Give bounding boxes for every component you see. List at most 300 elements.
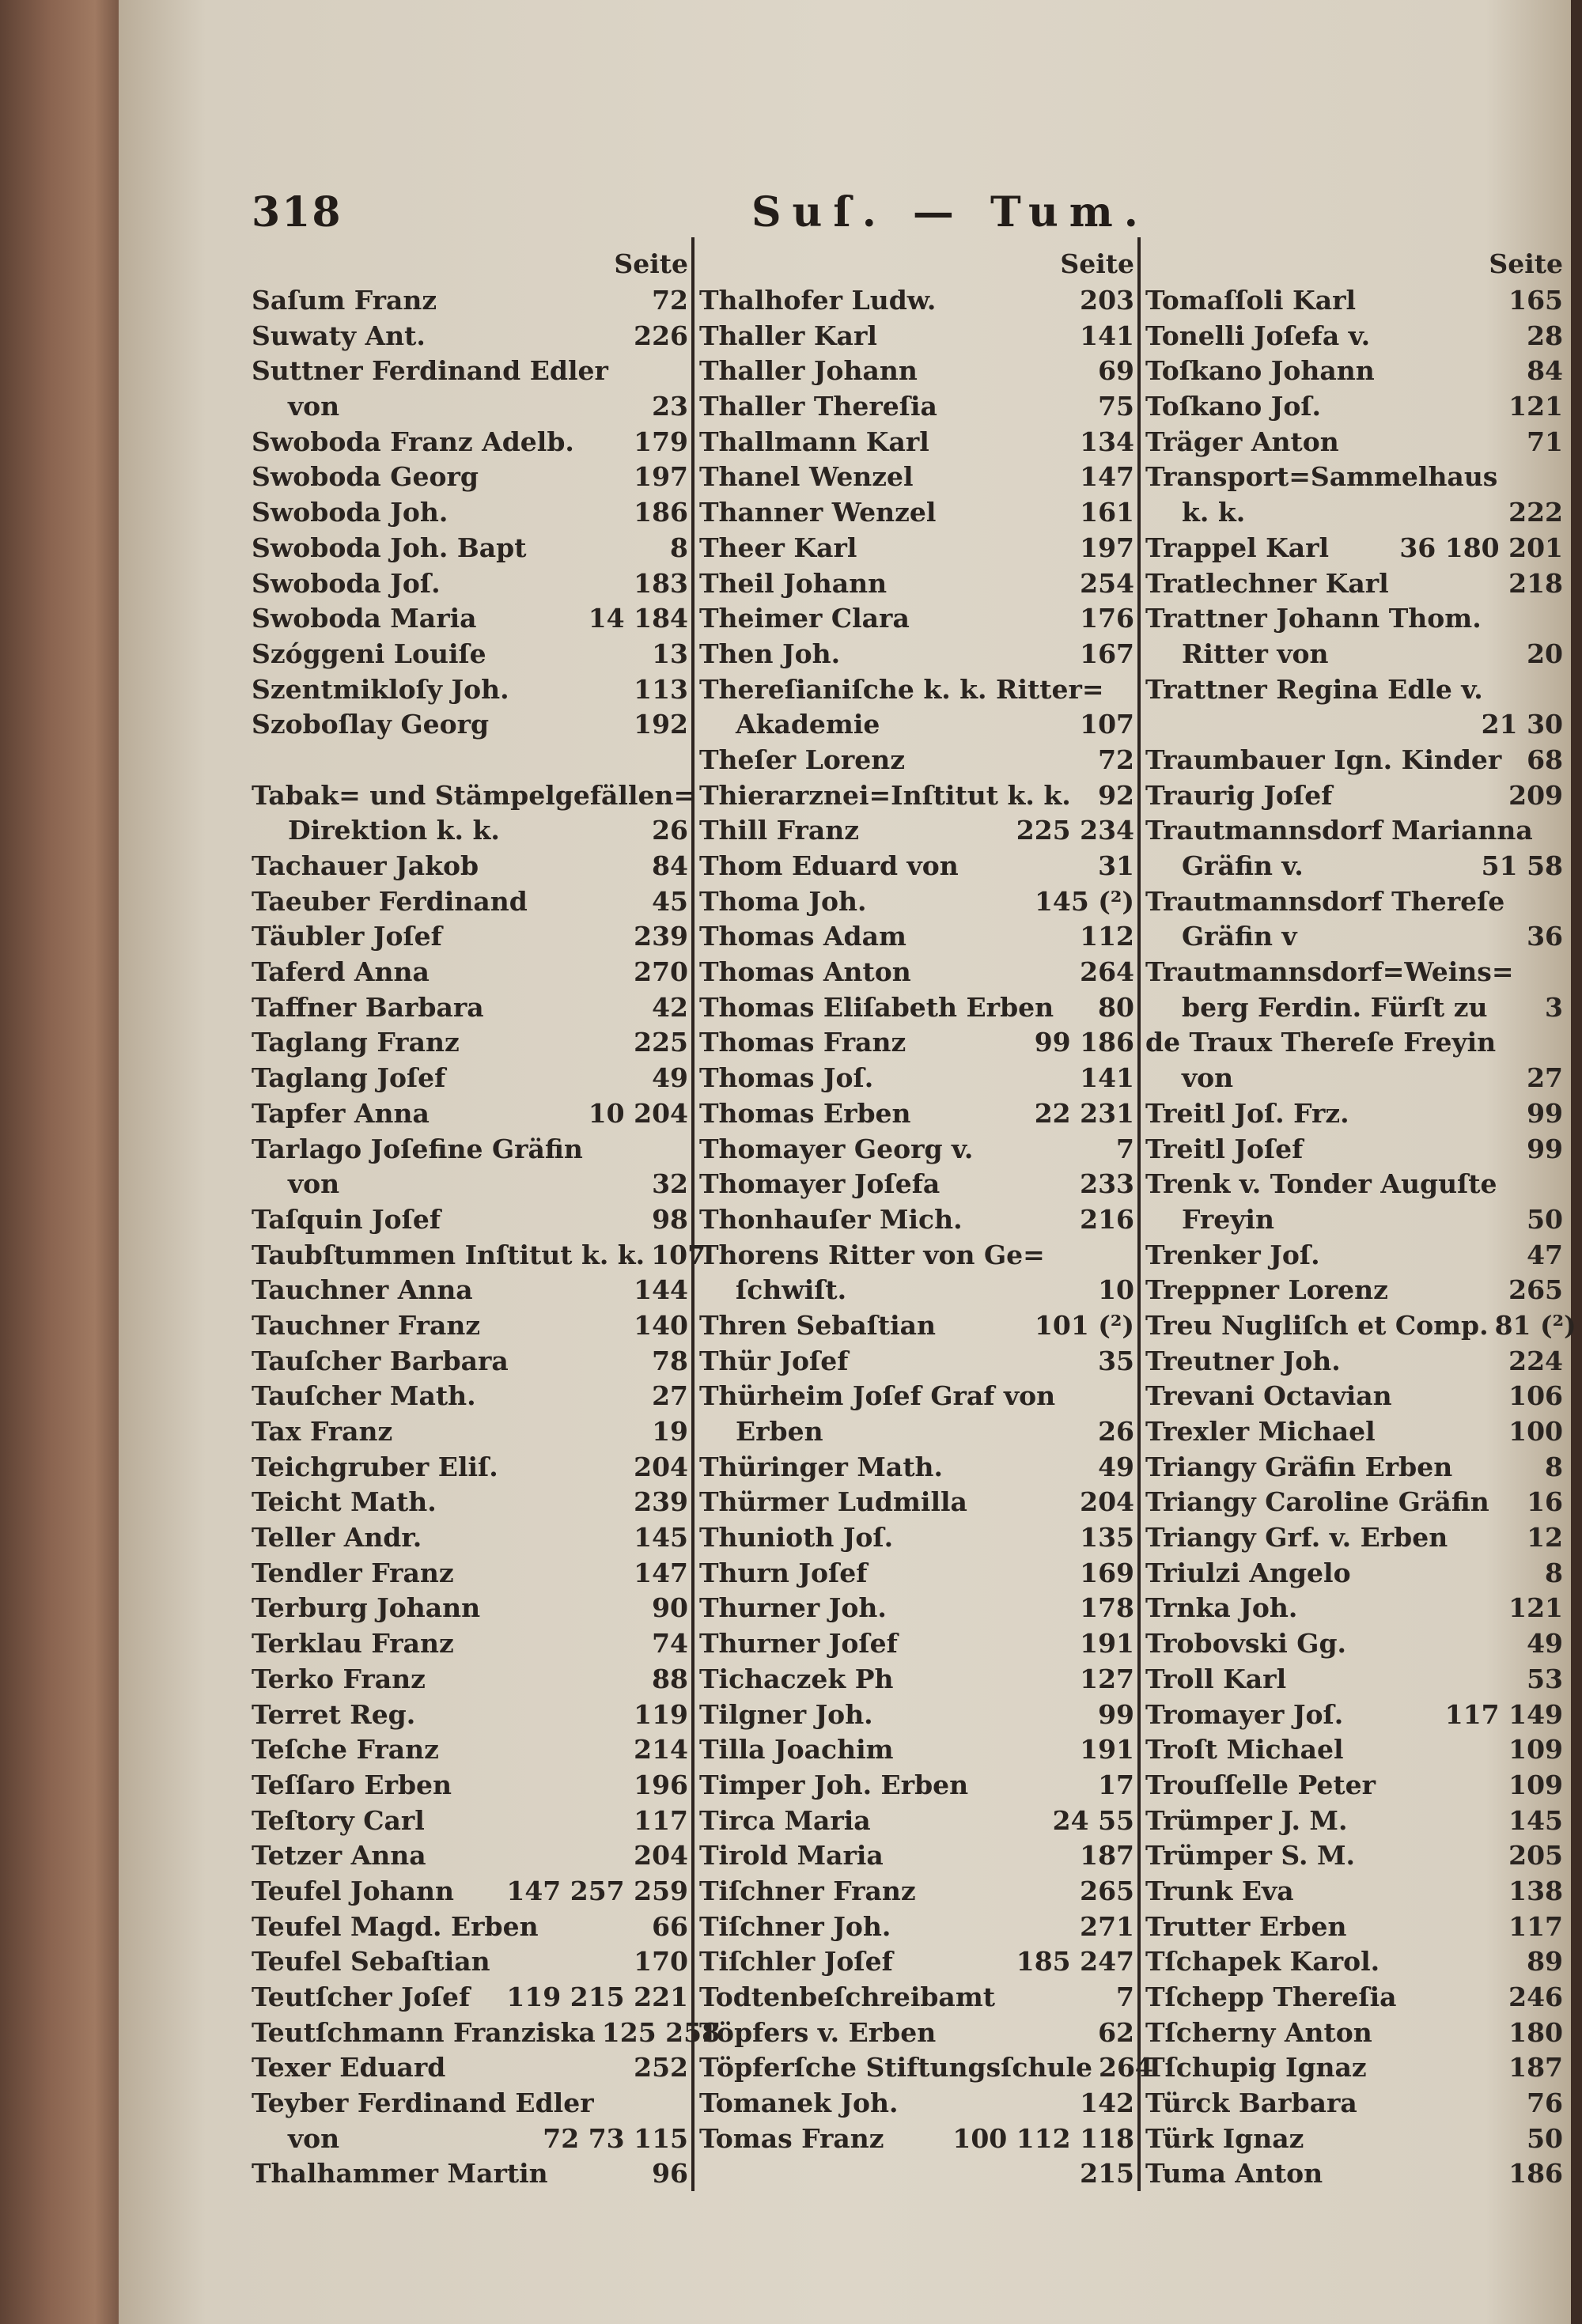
- page-references: 109: [1508, 1734, 1563, 1766]
- page-references: 26: [652, 815, 688, 846]
- index-entry: [1145, 2156, 1563, 2192]
- index-entry: [1145, 283, 1563, 319]
- page-references: 246: [1508, 1981, 1563, 2012]
- page-references: 78: [652, 1345, 688, 1376]
- page-references: 127: [1080, 1663, 1134, 1694]
- index-entry: [252, 319, 688, 354]
- page-references: 196: [634, 1769, 688, 1800]
- page-references: 36: [1527, 921, 1563, 952]
- page-references: 264: [1098, 2052, 1153, 2084]
- index-entry: [699, 283, 1134, 319]
- entry-name: Thurner Joſef: [699, 1628, 898, 1660]
- entry-name: Trobovski Gg.: [1145, 1628, 1347, 1660]
- index-entry: [252, 1132, 688, 1168]
- index-entry: [1145, 884, 1563, 920]
- index-entry: [1145, 1980, 1563, 2016]
- page-references: 66: [652, 1910, 688, 1942]
- page-references: 204: [634, 1840, 688, 1872]
- index-entry-continuation: [1145, 990, 1563, 1026]
- page-references: 167: [1080, 638, 1134, 669]
- entry-name: Türk Ignaz: [1145, 2122, 1304, 2154]
- index-entry: [252, 601, 688, 637]
- index-entry-continuation: [1145, 849, 1563, 884]
- page-references: [1557, 460, 1563, 495]
- page-references: 271: [1080, 1910, 1134, 1942]
- page-references: 121: [1508, 1592, 1563, 1624]
- index-entry: [699, 1132, 1134, 1168]
- page-references: 270: [634, 956, 688, 988]
- entry-name: Swoboda Georg: [252, 461, 479, 493]
- entry-name: berg Ferdin. Fürſt zu: [1182, 991, 1488, 1023]
- page-references: 98: [652, 1203, 688, 1235]
- entry-name: Freyin: [1182, 1203, 1274, 1235]
- page-references: 106: [1508, 1380, 1563, 1412]
- page-edge: [1571, 0, 1582, 2324]
- index-entry: [252, 1944, 688, 1980]
- entry-name: Timper Joh. Erben: [699, 1769, 969, 1800]
- index-entry: [252, 1273, 688, 1308]
- entry-name: Thomas Adam: [699, 921, 906, 952]
- index-entry: [699, 1980, 1134, 2016]
- entry-name: Trevani Octavian: [1145, 1380, 1392, 1412]
- entry-name: Thürmer Ludmilla: [699, 1486, 967, 1518]
- index-entry: [699, 2016, 1134, 2051]
- page-references: [1557, 884, 1563, 920]
- entry-name: Thunioth Joſ.: [699, 1522, 894, 1554]
- entry-name: Teſſaro Erben: [252, 1769, 452, 1800]
- entry-name: Swoboda Maria: [252, 603, 477, 634]
- entry-name: Todtenbeſchreibamt: [699, 1981, 995, 2012]
- page-references: 7: [1116, 1133, 1134, 1164]
- index-entry-continuation: [699, 1414, 1134, 1450]
- index-entry: [699, 1167, 1134, 1202]
- page-references: 3: [1545, 991, 1563, 1023]
- index-entry: [252, 1591, 688, 1626]
- page-references: 225 234: [1016, 815, 1134, 846]
- entry-name: Thierarznei=Inſtitut k. k.: [699, 779, 1071, 811]
- index-entry: [699, 778, 1134, 814]
- index-entry: [699, 566, 1134, 602]
- index-entry: [699, 319, 1134, 354]
- entry-name: Teſche Franz: [252, 1734, 439, 1766]
- page-references: 75: [1098, 391, 1134, 422]
- index-entry: [1145, 955, 1563, 990]
- page-references: 100 112 118: [952, 2122, 1134, 2154]
- entry-name: Tonelli Joſefa v.: [1145, 320, 1371, 351]
- page-references: 96: [652, 2158, 688, 2190]
- entry-name: Terburg Johann: [252, 1592, 481, 1624]
- entry-name: Thom Eduard von: [699, 850, 959, 881]
- entry-name: ſchwiſt.: [736, 1274, 847, 1306]
- index-entry: [699, 2122, 1134, 2157]
- entry-name: Direktion k. k.: [288, 815, 500, 846]
- page-references: 117: [1508, 1910, 1563, 1942]
- entry-name: Toſkano Johann: [1145, 355, 1375, 387]
- entry-name: Tilgner Joh.: [699, 1698, 873, 1730]
- page-references: 142: [1080, 2087, 1134, 2119]
- entry-name: Trümper J. M.: [1145, 1804, 1348, 1836]
- page-references: 187: [1080, 1840, 1134, 1872]
- page-references: 90: [652, 1592, 688, 1624]
- page-references: 47: [1527, 1239, 1563, 1270]
- page-references: 71: [1527, 426, 1563, 457]
- seite-header: Seite: [1489, 248, 1563, 279]
- entry-name: Thallmann Karl: [699, 426, 929, 457]
- page-references: [1557, 1025, 1563, 1061]
- entry-name: Thanner Wenzel: [699, 497, 937, 528]
- index-entry: [699, 354, 1134, 389]
- entry-name: Gräfin v: [1182, 921, 1297, 952]
- entry-name: Teufel Magd. Erben: [252, 1910, 539, 1942]
- page-references: 215: [1080, 2158, 1134, 2190]
- entry-name: Tratlechner Karl: [1145, 567, 1389, 599]
- entry-name: Taglang Franz: [252, 1027, 460, 1058]
- index-entry: [699, 1591, 1134, 1626]
- index-entry: [252, 1520, 688, 1556]
- entry-name: Szoboſlay Georg: [252, 709, 490, 740]
- page-references: 74: [652, 1628, 688, 1660]
- index-entry: [1145, 1556, 1563, 1592]
- index-entry: [699, 460, 1134, 495]
- index-entry: [1145, 1626, 1563, 1662]
- index-entry: [699, 1804, 1134, 1839]
- index-entry: [252, 707, 688, 743]
- entry-name: Tarlago Joſefine Gräfin: [252, 1133, 583, 1164]
- index-entry: [1145, 1450, 1563, 1486]
- entry-name: Ritter von: [1182, 638, 1329, 669]
- index-entry: [252, 1626, 688, 1662]
- entry-name: Thill Franz: [699, 815, 859, 846]
- index-entry: [252, 2156, 688, 2192]
- page-references: 13: [652, 638, 688, 669]
- index-entry: [699, 1556, 1134, 1592]
- page-references: 49: [1098, 1451, 1134, 1482]
- page-references: 191: [1080, 1734, 1134, 1766]
- page-references: 17: [1098, 1769, 1134, 1800]
- index-entry-continuation: [1145, 637, 1563, 672]
- index-entry: [252, 2050, 688, 2086]
- index-entry: [1145, 1273, 1563, 1308]
- entry-name: Tuma Anton: [1145, 2158, 1323, 2190]
- page-references: [682, 2086, 688, 2122]
- page-references: 72 73 115: [543, 2122, 688, 2154]
- entry-name: Tſchupig Ignaz: [1145, 2052, 1367, 2084]
- entry-name: Töpferſche Stiftungsſchule: [699, 2052, 1092, 2084]
- page-references: 100: [1508, 1416, 1563, 1447]
- entry-name: Trouſſelle Peter: [1145, 1769, 1376, 1800]
- entry-name: Tetzer Anna: [252, 1840, 426, 1872]
- index-entry: [1145, 2050, 1563, 2086]
- index-entry: [252, 1485, 688, 1520]
- entry-name: Thren Sebaſtian: [699, 1309, 937, 1341]
- entry-name: Trappel Karl: [1145, 532, 1330, 563]
- entry-name: Teſtory Carl: [252, 1804, 425, 1836]
- page-references: 10 204: [588, 1097, 688, 1129]
- page-references: 51 58: [1481, 850, 1563, 881]
- index-entry: [699, 1379, 1134, 1414]
- index-entry: [699, 1626, 1134, 1662]
- entry-name: Trenker Joſ.: [1145, 1239, 1320, 1270]
- page-references: 125 258: [601, 2016, 721, 2048]
- entry-name: Troſt Michael: [1145, 1734, 1344, 1766]
- page-references: 89: [1527, 1946, 1563, 1978]
- index-entry: [252, 495, 688, 531]
- entry-name: Thaller Thereſia: [699, 391, 937, 422]
- index-entry: [252, 884, 688, 920]
- page-references: 20: [1527, 638, 1563, 669]
- page-references: 76: [1527, 2087, 1563, 2119]
- entry-name: Trunk Eva: [1145, 1875, 1294, 1906]
- page-references: 134: [1080, 426, 1134, 457]
- index-entry: [252, 1698, 688, 1733]
- page-references: 135: [1080, 1522, 1134, 1554]
- entry-name: Gräfin v.: [1182, 850, 1304, 881]
- page-references: 24 55: [1052, 1804, 1134, 1836]
- page-references: 31: [1098, 850, 1134, 881]
- index-column-2: [699, 245, 1153, 2192]
- page-references: 36 180 201: [1399, 532, 1563, 563]
- entry-name: Trutter Erben: [1145, 1910, 1347, 1942]
- page-references: 265: [1508, 1274, 1563, 1306]
- page-references: 49: [1527, 1628, 1563, 1660]
- page-references: [1557, 672, 1563, 708]
- index-entry: [1145, 389, 1563, 425]
- page-references: 197: [1080, 532, 1134, 563]
- page-references: 144: [634, 1274, 688, 1306]
- entry-name: Thüringer Math.: [699, 1451, 944, 1482]
- page-references: 10: [1098, 1274, 1134, 1306]
- entry-name: Tendler Franz: [252, 1557, 454, 1588]
- index-entry: [1145, 1167, 1563, 1202]
- page-references: 205: [1508, 1840, 1563, 1872]
- page-references: 53: [1527, 1663, 1563, 1694]
- entry-name: Traumbauer Ign. Kinder: [1145, 744, 1502, 775]
- page-references: 218: [1508, 567, 1563, 599]
- page-references: 81 (²): [1494, 1309, 1576, 1341]
- page-references: 107: [651, 1239, 706, 1270]
- index-entry: [1145, 1238, 1563, 1274]
- index-entry: [252, 1732, 688, 1768]
- index-entry: [1145, 601, 1563, 637]
- entry-name: [1145, 707, 1182, 743]
- index-entry: [252, 1414, 688, 1450]
- page-references: 14 184: [588, 603, 688, 634]
- index-entry: [252, 1238, 706, 1274]
- entry-name: Troll Karl: [1145, 1663, 1287, 1694]
- page-references: [682, 1132, 688, 1168]
- index-entry: [1145, 1804, 1563, 1839]
- index-entry: [699, 1202, 1134, 1238]
- index-entry: [1145, 1344, 1563, 1380]
- entry-name: Teufel Johann: [252, 1875, 454, 1906]
- page-references: 27: [1527, 1062, 1563, 1094]
- page-references: 113: [634, 673, 688, 705]
- entry-name: Teller Andr.: [252, 1522, 422, 1554]
- entry-name: Theimer Clara: [699, 603, 910, 634]
- page-number: 318: [252, 188, 343, 237]
- page-references: 265: [1080, 1875, 1134, 1906]
- index-entry: [1145, 2086, 1563, 2122]
- entry-name: Trautmannsdorf Marianna: [1145, 815, 1533, 846]
- entry-name: Thurner Joh.: [699, 1592, 887, 1624]
- page-references: 8: [1545, 1451, 1563, 1482]
- entry-name: k. k.: [1182, 497, 1246, 528]
- page-references: 204: [634, 1451, 688, 1482]
- entry-name: von: [1182, 1062, 1234, 1094]
- entry-name: Toſkano Joſ.: [1145, 391, 1322, 422]
- page-references: 239: [634, 921, 688, 952]
- index-entry: [1145, 1910, 1563, 1945]
- index-entry: [1145, 778, 1563, 814]
- entry-name: Akademie: [736, 709, 880, 740]
- index-entry: [699, 1732, 1134, 1768]
- page-references: 186: [1508, 2158, 1563, 2190]
- page-references: 50: [1527, 2122, 1563, 2154]
- index-entry: [1145, 1698, 1563, 1733]
- index-entry: [699, 919, 1134, 955]
- index-column-3: [1145, 245, 1576, 2192]
- entry-name: Swoboda Joſ.: [252, 567, 441, 599]
- entry-name: Thaller Karl: [699, 320, 877, 351]
- index-entry: [699, 601, 1134, 637]
- entry-name: Thomas Anton: [699, 956, 911, 988]
- entry-name: Teyber Ferdinand Edler: [252, 2087, 594, 2119]
- entry-name: Swoboda Joh.: [252, 497, 448, 528]
- entry-name: Tachauer Jakob: [252, 850, 479, 881]
- index-entry: [699, 2050, 1153, 2086]
- index-entry: [699, 1874, 1134, 1910]
- page-references: [1557, 1167, 1563, 1202]
- entry-name: Triangy Caroline Gräfin: [1145, 1486, 1489, 1518]
- page-references: 165: [1508, 285, 1563, 316]
- page-references: 183: [634, 567, 688, 599]
- index-entry: [252, 1556, 688, 1592]
- entry-name: Terret Reg.: [252, 1698, 416, 1730]
- index-entry: [1145, 1414, 1563, 1450]
- entry-name: Tilla Joachim: [699, 1734, 894, 1766]
- index-entry: [699, 990, 1134, 1026]
- page-references: 187: [1508, 2052, 1563, 2084]
- index-entry: [252, 425, 688, 460]
- index-entry: [699, 531, 1134, 566]
- index-entry-continuation: [252, 1167, 688, 1202]
- blank-line: [252, 743, 688, 778]
- entry-name: Treutner Joh.: [1145, 1345, 1341, 1376]
- entry-name: Tirold Maria: [699, 1840, 884, 1872]
- seite-header: Seite: [1060, 248, 1134, 279]
- entry-name: Erben: [736, 1416, 823, 1447]
- page-references: 69: [1098, 355, 1134, 387]
- page-references: [1128, 1238, 1134, 1274]
- entry-name: Taglang Joſef: [252, 1062, 446, 1094]
- index-entry: [699, 1025, 1134, 1061]
- entry-name: Tauſcher Barbara: [252, 1345, 509, 1376]
- entry-name: Trattner Johann Thom.: [1145, 603, 1482, 634]
- entry-name: Teicht Math.: [252, 1486, 437, 1518]
- page-references: 147: [634, 1557, 688, 1588]
- index-entry: [1145, 813, 1563, 849]
- index-entry: [699, 425, 1134, 460]
- entry-name: von: [288, 2122, 340, 2154]
- page-references: 170: [634, 1946, 688, 1978]
- index-entry: [252, 849, 688, 884]
- index-entry: [252, 990, 688, 1026]
- index-entry: [699, 884, 1134, 920]
- index-entry: [699, 495, 1134, 531]
- index-entry: [1145, 672, 1563, 708]
- index-entry: [1145, 319, 1563, 354]
- page-references: 92: [1098, 779, 1134, 811]
- entry-name: Terklau Franz: [252, 1628, 454, 1660]
- index-entry: [252, 1910, 688, 1945]
- index-entry: [252, 672, 688, 708]
- page-references: 140: [634, 1309, 688, 1341]
- page-references: 7: [1116, 1981, 1134, 2012]
- entry-name: Suwaty Ant.: [252, 320, 426, 351]
- index-entry: [699, 2156, 1134, 2192]
- page-references: 226: [634, 320, 688, 351]
- index-entry: [1145, 425, 1563, 460]
- index-entry: [699, 1520, 1134, 1556]
- entry-name: Tauchner Anna: [252, 1274, 473, 1306]
- entry-name: Treu Nugliſch et Comp.: [1145, 1309, 1489, 1341]
- page-references: 203: [1080, 285, 1134, 316]
- entry-name: Teutſchmann Franziska: [252, 2016, 596, 2048]
- entry-name: Tomas Franz: [699, 2122, 884, 2154]
- entry-name: Thereſianiſche k. k. Ritter=: [699, 673, 1104, 705]
- entry-name: Töpfers v. Erben: [699, 2016, 937, 2048]
- index-entry: [252, 1061, 688, 1096]
- entry-name: Then Joh.: [699, 638, 841, 669]
- index-entry: [1145, 2122, 1563, 2157]
- page-references: [682, 743, 688, 778]
- entry-name: Tomaſſoli Karl: [1145, 285, 1357, 316]
- index-entry: [699, 1768, 1134, 1804]
- page-references: 32: [652, 1168, 688, 1200]
- index-entry-continuation: [252, 2122, 688, 2157]
- page-references: 27: [652, 1380, 688, 1412]
- index-entry: [1145, 743, 1563, 778]
- entry-name: Saſum Franz: [252, 285, 437, 316]
- page-references: 141: [1080, 320, 1134, 351]
- page-references: [682, 354, 688, 389]
- page-references: 252: [634, 2052, 688, 2084]
- entry-name: Thorens Ritter von Ge=: [699, 1239, 1045, 1270]
- index-entry: [1145, 354, 1563, 389]
- page-references: 145 (²): [1034, 885, 1134, 917]
- index-entry-continuation: [699, 1273, 1134, 1308]
- index-entry: [699, 1485, 1134, 1520]
- page-references: 28: [1527, 320, 1563, 351]
- entry-name: Thomayer Joſefa: [699, 1168, 940, 1200]
- entry-name: Tax Franz: [252, 1416, 393, 1447]
- index-entry: [1145, 1768, 1563, 1804]
- page-references: 145: [634, 1522, 688, 1554]
- index-entry: [1145, 566, 1563, 602]
- index-entry-continuation: [699, 707, 1134, 743]
- index-entry: [1145, 1732, 1563, 1768]
- page-references: 62: [1098, 2016, 1134, 2048]
- index-entry-continuation: [252, 389, 688, 425]
- index-entry: [1145, 1025, 1563, 1061]
- index-entry: [252, 354, 688, 389]
- entry-name: Trexler Michael: [1145, 1416, 1376, 1447]
- entry-name: Tabak= und Stämpelgefällen=: [252, 779, 696, 811]
- entry-name: Taubſtummen Inſtitut k. k.: [252, 1239, 645, 1270]
- page-references: 109: [1508, 1769, 1563, 1800]
- entry-name: Tomanek Joh.: [699, 2087, 899, 2119]
- entry-name: Thomayer Georg v.: [699, 1133, 974, 1164]
